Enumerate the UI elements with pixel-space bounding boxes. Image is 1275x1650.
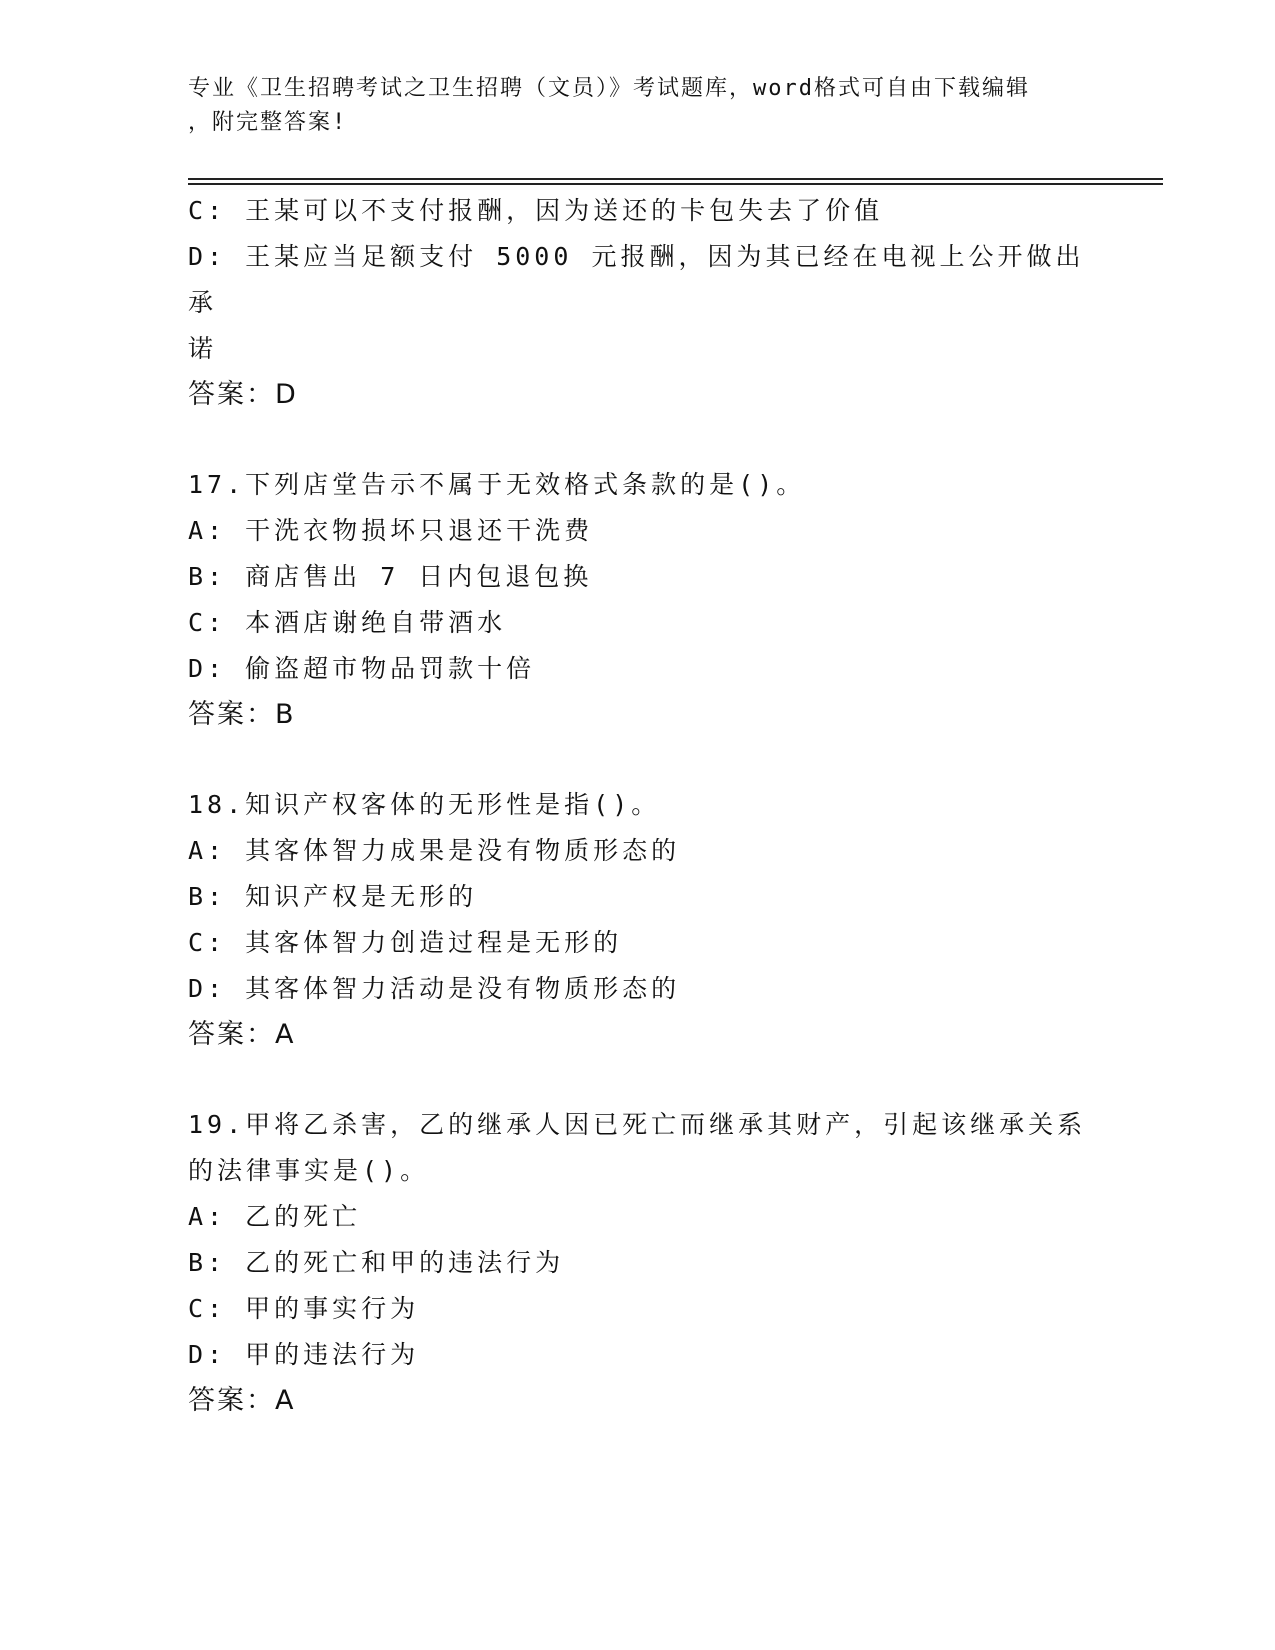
option-d: D: 其客体智力活动是没有物质形态的 [188,974,681,1003]
option-a: A: 乙的死亡 [188,1202,362,1231]
header-line-2: ，附完整答案! [188,110,348,135]
question-16-tail [188,188,1088,418]
option-a: A: 干洗衣物损坏只退还干洗费 [188,516,594,545]
question-text: 19.甲将乙杀害，乙的继承人因已死亡而继承其财产，引起该继承关系 [188,1110,1087,1139]
option-c: C: 甲的事实行为 [188,1294,420,1323]
question-text-continued: 的法律事实是()。 [188,1156,430,1185]
question-18 [188,782,1088,1058]
question-list [188,188,1088,1424]
option-d-continued: 诺 [188,334,218,363]
option-b: B: 乙的死亡和甲的违法行为 [188,1248,565,1277]
option-c: C: 其客体智力创造过程是无形的 [188,928,623,957]
header-line-1: 专业《卫生招聘考试之卫生招聘（文员）》考试题库，word格式可自由下载编辑 [188,76,1030,101]
answer: 答案：A [188,1385,296,1416]
answer: 答案：A [188,1019,296,1050]
header-divider-bottom [188,183,1163,185]
question-17 [188,462,1088,738]
header-divider-top [188,178,1163,180]
option-b: B: 知识产权是无形的 [188,882,478,911]
option-a: A: 其客体智力成果是没有物质形态的 [188,836,681,865]
option-c: C: 王某可以不支付报酬，因为送还的卡包失去了价值 [188,196,884,225]
question-text: 18.知识产权客体的无形性是指()。 [188,790,661,819]
option-c: C: 本酒店谢绝自带酒水 [188,608,507,637]
answer: 答案：D [188,379,298,410]
answer: 答案：B [188,699,296,730]
option-d: D: 王某应当足额支付 5000 元报酬，因为其已经在电视上公开做出承 [188,242,1085,317]
option-d: D: 甲的违法行为 [188,1340,420,1369]
question-text: 17.下列店堂告示不属于无效格式条款的是()。 [188,470,806,499]
option-d: D: 偷盗超市物品罚款十倍 [188,654,536,683]
option-b: B: 商店售出 7 日内包退包换 [188,562,593,591]
document-header [188,72,1068,140]
question-19 [188,1102,1088,1424]
